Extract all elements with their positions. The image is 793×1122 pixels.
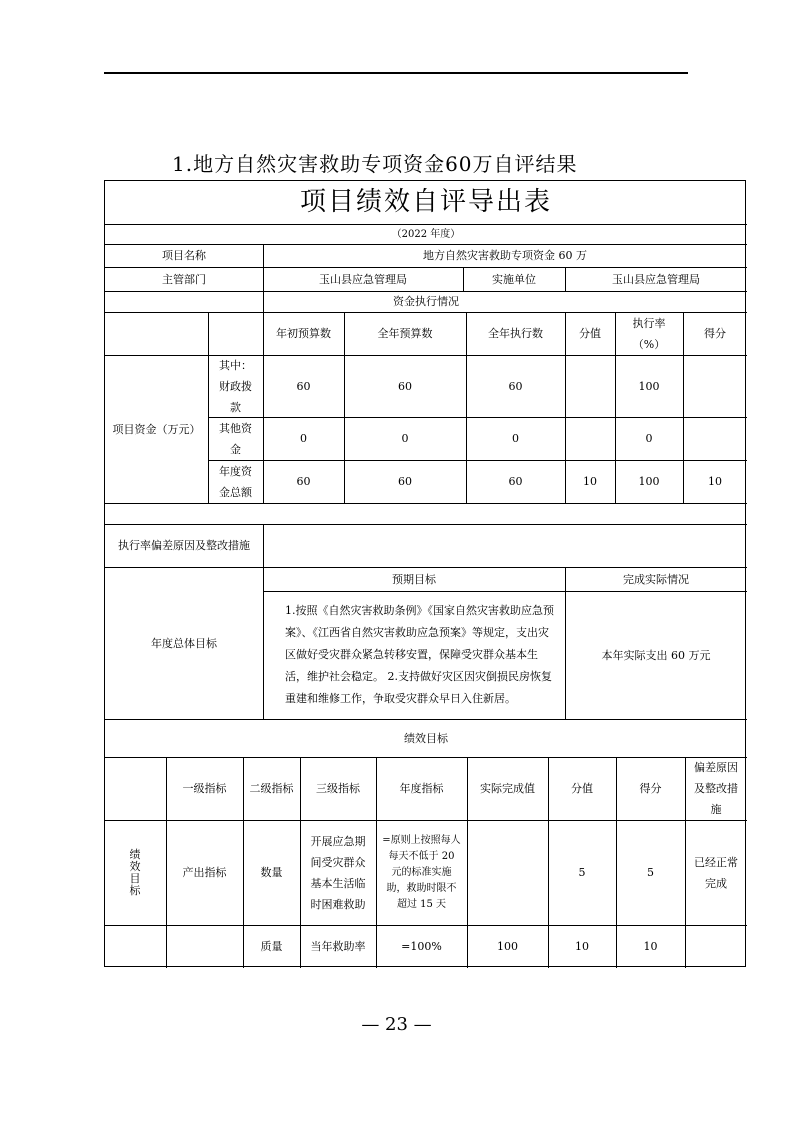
perf-header: 一级指标 [182, 782, 227, 795]
fund-cell [565, 355, 615, 417]
perf-side-label-text: 绩 效 目 标 [129, 847, 141, 897]
perf-section-title: 绩效目标 [404, 731, 448, 745]
fund-row-label: 年度资金总额 [219, 464, 252, 499]
perf-side-label [128, 820, 142, 925]
performance-table [104, 180, 746, 967]
fund-cell: 60 [508, 379, 523, 393]
actual-text: 本年实际支出 60 万元 [601, 648, 711, 662]
perf-score: 5 [647, 866, 654, 879]
perf-header: 实际完成值 [480, 782, 535, 795]
perf-score-value: 10 [575, 940, 589, 953]
perf-deviation: 已经正常完成 [694, 855, 738, 890]
fund-cell: 100 [638, 379, 660, 393]
perf-level3: 当年救助率 [310, 940, 366, 953]
perf-header: 二级指标 [249, 782, 294, 795]
table-title: 项目绩效自评导出表 [299, 187, 552, 217]
fund-row-label: 其中：财政拨款 [219, 358, 252, 414]
perf-level2: 质量 [260, 940, 283, 953]
perf-actual: 100 [497, 940, 518, 953]
fund-cell: 60 [296, 379, 311, 393]
fund-cell: 10 [708, 475, 722, 488]
perf-score-value: 5 [578, 866, 586, 879]
perf-actual [467, 820, 548, 925]
fund-cell: 60 [398, 379, 412, 393]
header-rule [104, 72, 688, 74]
fund-label: 项目资金（万元） [112, 422, 201, 436]
page-number: — 23 — [361, 1014, 432, 1035]
impl-value: 玉山县应急管理局 [612, 272, 700, 286]
fund-cell: 0 [401, 432, 409, 445]
table-year: （2022 年度） [391, 228, 461, 240]
fund-header: 全年预算数 [377, 327, 433, 340]
perf-header: 年度指标 [399, 782, 444, 795]
perf-header: 得分 [639, 782, 662, 795]
perf-header: 偏差原因及整改措施 [694, 761, 738, 816]
fund-cell: 0 [512, 432, 519, 445]
project-name: 地方自然灾害救助专项资金 60 万 [423, 249, 587, 262]
expected-goal-text: 1.按照《自然灾害救助条例》《国家自然灾害救助应急预案》、《江西省自然灾害救助应急预案》等规定，支出灾区做好受灾群众紧急转移安置，保障受灾群众基本生活，维护社会稳定。 2.支持做好灾区因灾倒损民房恢复重建和维修工作，争取受灾群众早日入住新居。 [285, 604, 554, 705]
fund-cell: 10 [583, 475, 597, 488]
perf-level2: 数量 [260, 866, 283, 879]
project-name-label: 项目名称 [162, 249, 206, 262]
fund-header: 年初预算数 [276, 327, 331, 340]
perf-annual: =原则上按照每人每天不低于 20 元的标准实施助，救助时限不超过 15 天 [382, 834, 461, 910]
perf-score: 10 [643, 940, 658, 953]
perf-level1 [166, 925, 243, 968]
fund-header: 分值 [579, 327, 601, 340]
fund-header: 全年执行数 [488, 327, 543, 340]
perf-deviation [685, 925, 747, 968]
section-heading: 1.地方自然灾害救助专项资金60万自评结果 [172, 152, 578, 176]
perf-level3: 开展应急期间受灾群众基本生活临时困难救助 [310, 834, 366, 911]
perf-header: 三级指标 [316, 782, 360, 795]
fund-cell: 100 [638, 475, 660, 488]
fund-cell [565, 417, 615, 460]
deviation-label: 执行率偏差原因及整改措施 [118, 539, 250, 552]
fund-row-label: 其他资金 [219, 421, 252, 456]
impl-label: 实施单位 [492, 272, 536, 286]
perf-annual: =100% [401, 940, 442, 953]
fund-cell: 0 [300, 432, 307, 445]
perf-header: 分值 [571, 782, 593, 795]
fund-header: 得分 [704, 327, 726, 340]
dept-label: 主管部门 [162, 272, 206, 286]
funds-section-title: 资金执行情况 [393, 295, 459, 308]
fund-cell: 60 [508, 475, 523, 488]
expected-goal-label: 预期目标 [392, 572, 436, 586]
perf-level1: 产出指标 [182, 866, 227, 879]
dept-value: 玉山县应急管理局 [319, 272, 407, 286]
fund-cell: 60 [398, 475, 412, 488]
fund-header: 执行率（%） [632, 316, 666, 351]
fund-cell [683, 417, 747, 460]
annual-goal-label: 年度总体目标 [151, 636, 217, 650]
actual-label: 完成实际情况 [623, 572, 689, 586]
fund-cell: 60 [296, 475, 311, 488]
fund-cell [683, 355, 747, 417]
fund-cell: 0 [645, 432, 653, 445]
